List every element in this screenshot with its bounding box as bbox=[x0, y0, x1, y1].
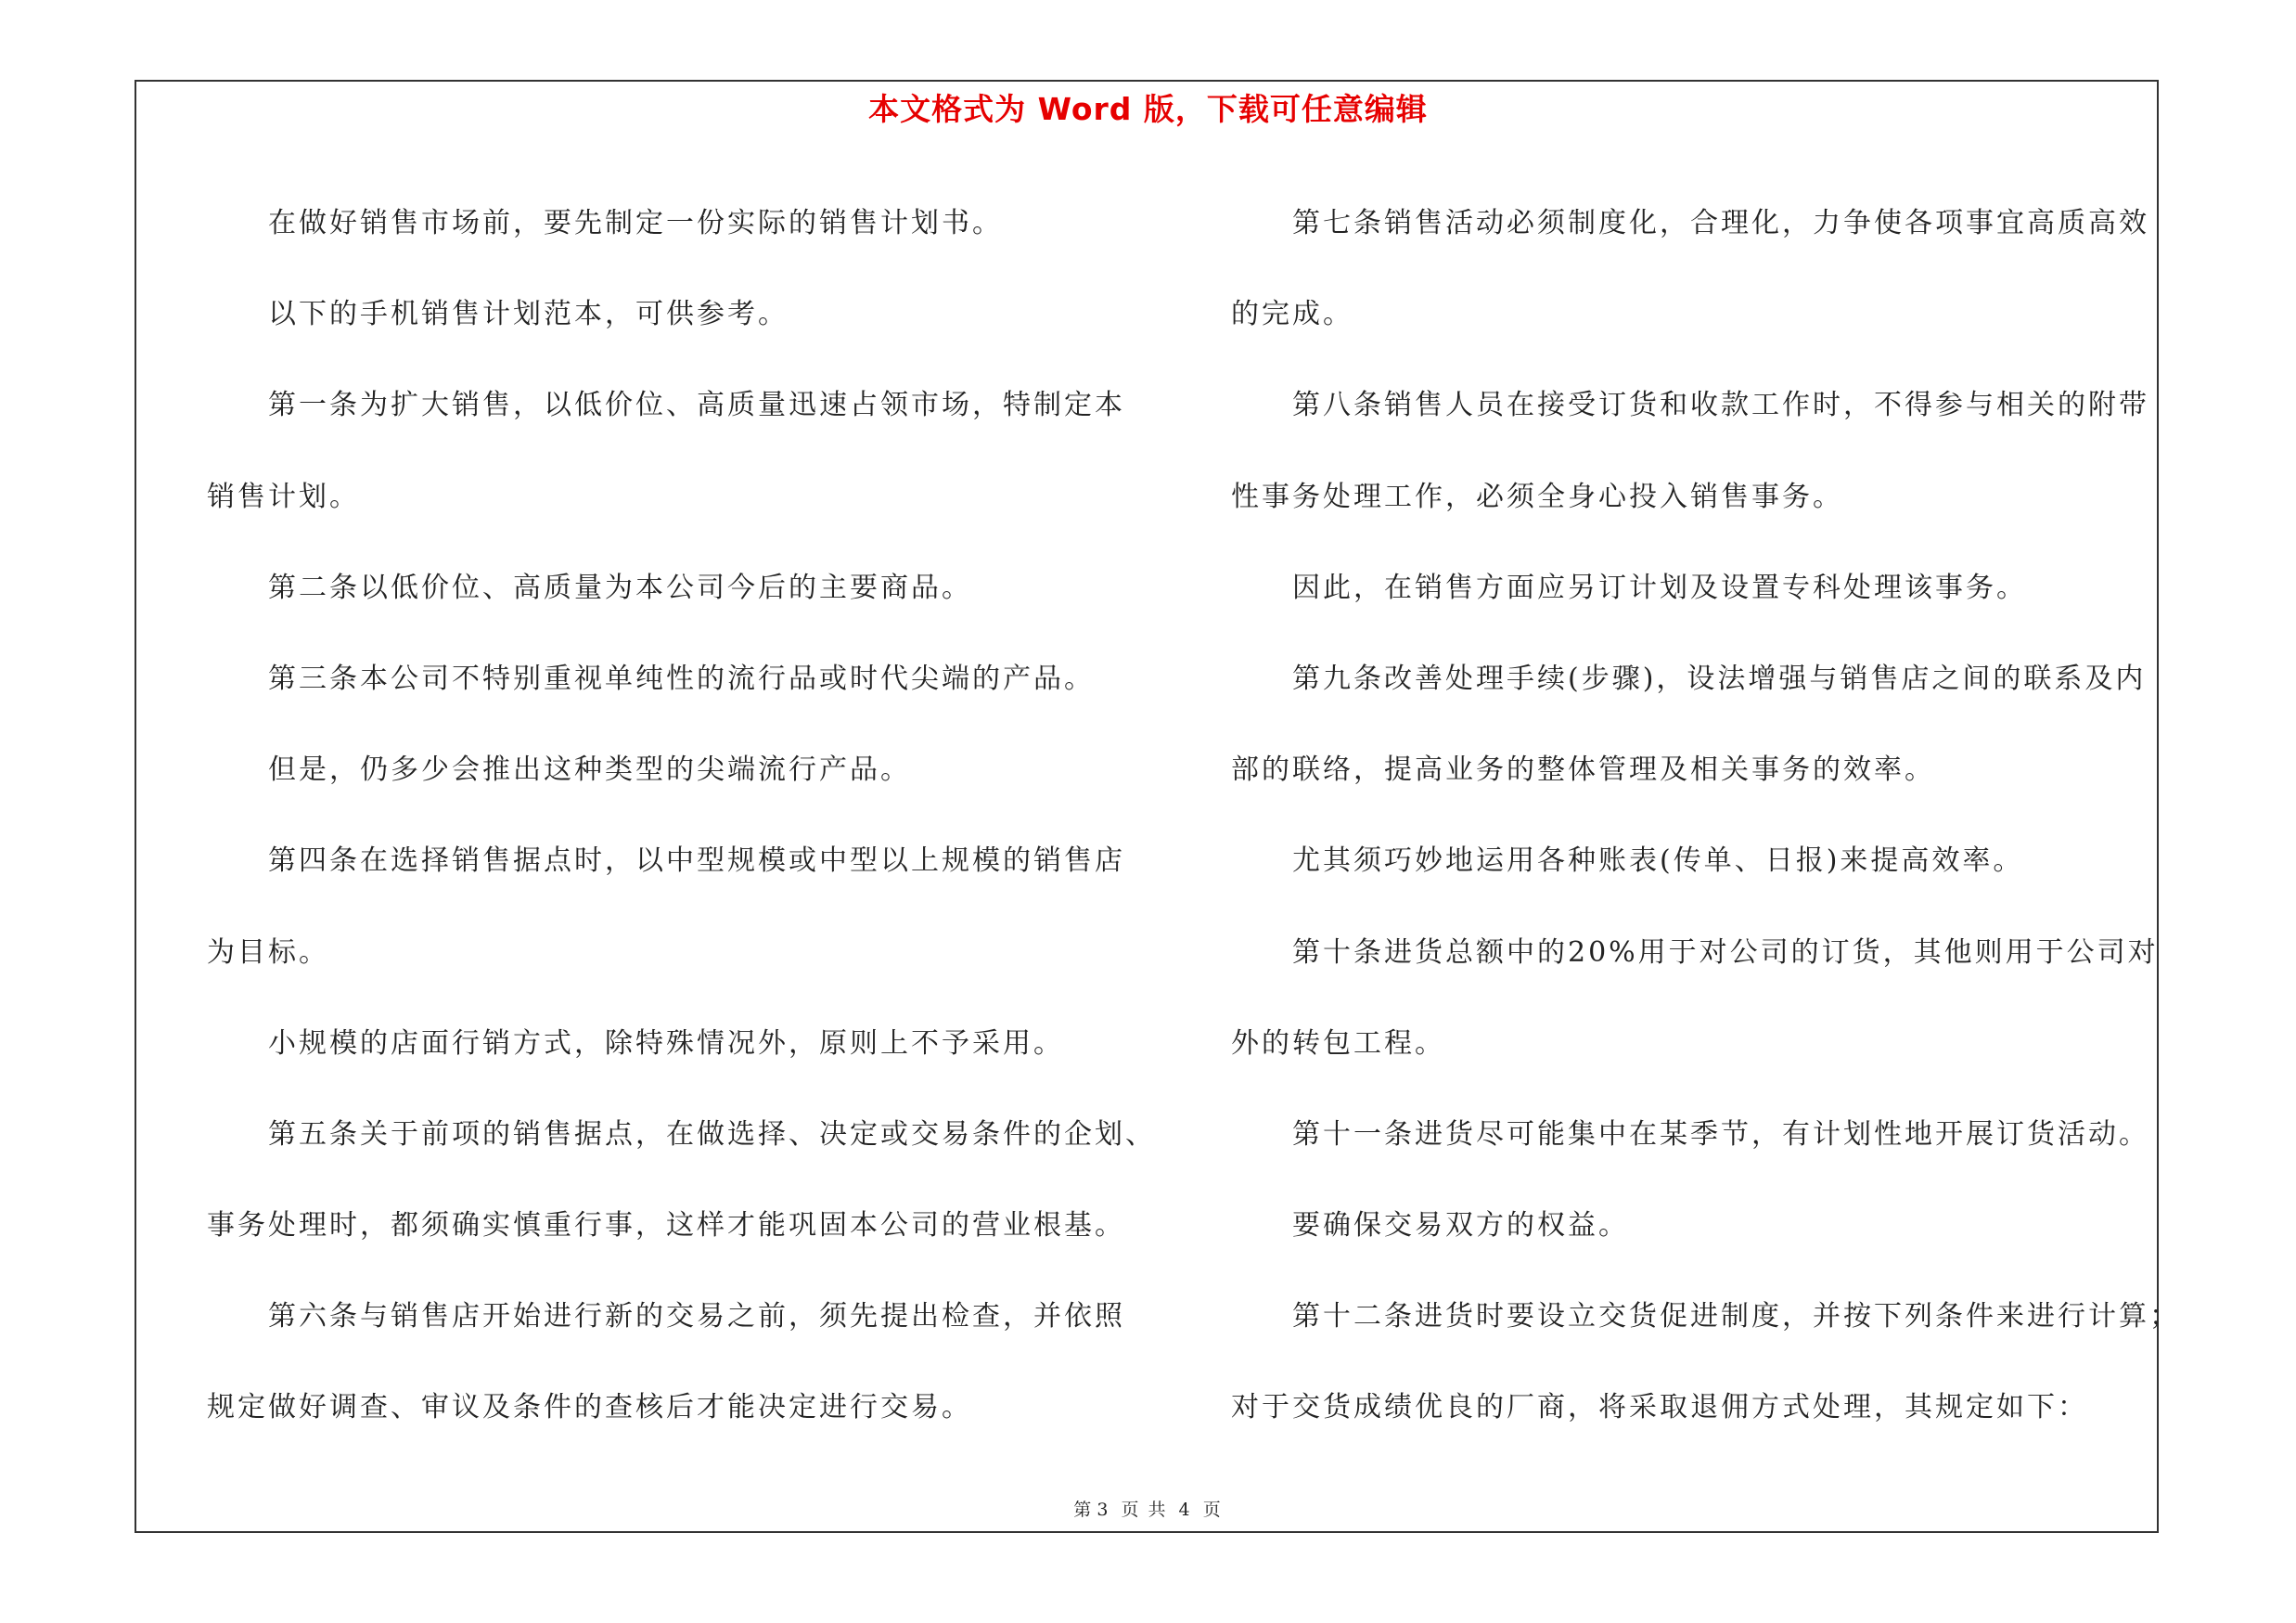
paragraph-line: 为目标。 bbox=[207, 935, 329, 969]
paragraph-line: 性事务处理工作，必须全身心投入销售事务。 bbox=[1231, 480, 1843, 513]
paragraph-line: 第三条本公司不特别重视单纯性的流行品或时代尖端的产品。 bbox=[268, 662, 1095, 695]
paragraph-line: 第一条为扩大销售，以低价位、高质量迅速占领市场，特制定本 bbox=[268, 389, 1125, 422]
paragraph-line: 第十一条进货尽可能集中在某季节，有计划性地开展订货活动。 bbox=[1292, 1117, 2149, 1151]
paragraph-line: 外的转包工程。 bbox=[1231, 1026, 1445, 1060]
paragraph-line: 第九条改善处理手续(步骤)，设法增强与销售店之间的联系及内 bbox=[1292, 662, 2147, 695]
right-text-column bbox=[1231, 207, 2180, 1486]
paragraph-line: 销售计划。 bbox=[207, 480, 360, 513]
paragraph-line: 第七条销售活动必须制度化，合理化，力争使各项事宜高质高效 bbox=[1292, 207, 2149, 239]
paragraph-line: 但是，仍多少会推出这种类型的尖端流行产品。 bbox=[268, 754, 911, 787]
paragraph-line: 第六条与销售店开始进行新的交易之前，须先提出检查，并依照 bbox=[268, 1300, 1125, 1333]
paragraph-line: 以下的手机销售计划范本，可供参考。 bbox=[268, 298, 789, 331]
footer-middle: 页 共 bbox=[1121, 1500, 1168, 1520]
paragraph-line: 尤其须巧妙地运用各种账表(传单、日报)来提高效率。 bbox=[1292, 844, 2024, 878]
left-text-column bbox=[207, 207, 1156, 1486]
paragraph-line: 要确保交易双方的权益。 bbox=[1292, 1209, 1629, 1243]
paragraph-line: 规定做好调查、审议及条件的查核后才能决定进行交易。 bbox=[207, 1391, 972, 1424]
paragraph-line: 部的联络，提高业务的整体管理及相关事务的效率。 bbox=[1231, 754, 1935, 787]
paragraph-line: 第四条在选择销售据点时，以中型规模或中型以上规模的销售店 bbox=[268, 844, 1125, 878]
footer-total-pages: 4 bbox=[1178, 1500, 1192, 1520]
paragraph-line: 第八条销售人员在接受订货和收款工作时，不得参与相关的附带 bbox=[1292, 389, 2149, 422]
paragraph-line: 对于交货成绩优良的厂商，将采取退佣方式处理，其规定如下： bbox=[1231, 1391, 2088, 1424]
footer-prefix: 第 bbox=[1073, 1500, 1094, 1520]
page-number-footer bbox=[0, 1496, 2296, 1521]
paragraph-line: 小规模的店面行销方式，除特殊情况外，原则上不予采用。 bbox=[268, 1026, 1064, 1060]
footer-suffix: 页 bbox=[1202, 1500, 1223, 1520]
word-format-notice: 本文格式为 Word 版，下载可任意编辑 bbox=[868, 91, 1428, 127]
paragraph-line: 因此，在销售方面应另订计划及设置专科处理该事务。 bbox=[1292, 571, 2027, 604]
paragraph-line: 的完成。 bbox=[1231, 298, 1353, 331]
paragraph-line: 第十条进货总额中的20%用于对公司的订货，其他则用于公司对 bbox=[1292, 935, 2159, 969]
paragraph-line: 第二条以低价位、高质量为本公司今后的主要商品。 bbox=[268, 571, 972, 604]
paragraph-line: 第五条关于前项的销售据点，在做选择、决定或交易条件的企划、 bbox=[268, 1117, 1156, 1151]
paragraph-line: 事务处理时，都须确实慎重行事，这样才能巩固本公司的营业根基。 bbox=[207, 1209, 1125, 1243]
paragraph-line: 第十二条进货时要设立交货促进制度，并按下列条件来进行计算； bbox=[1292, 1300, 2180, 1333]
footer-current-page: 3 bbox=[1097, 1500, 1110, 1520]
paragraph-line: 在做好销售市场前，要先制定一份实际的销售计划书。 bbox=[268, 207, 1003, 239]
